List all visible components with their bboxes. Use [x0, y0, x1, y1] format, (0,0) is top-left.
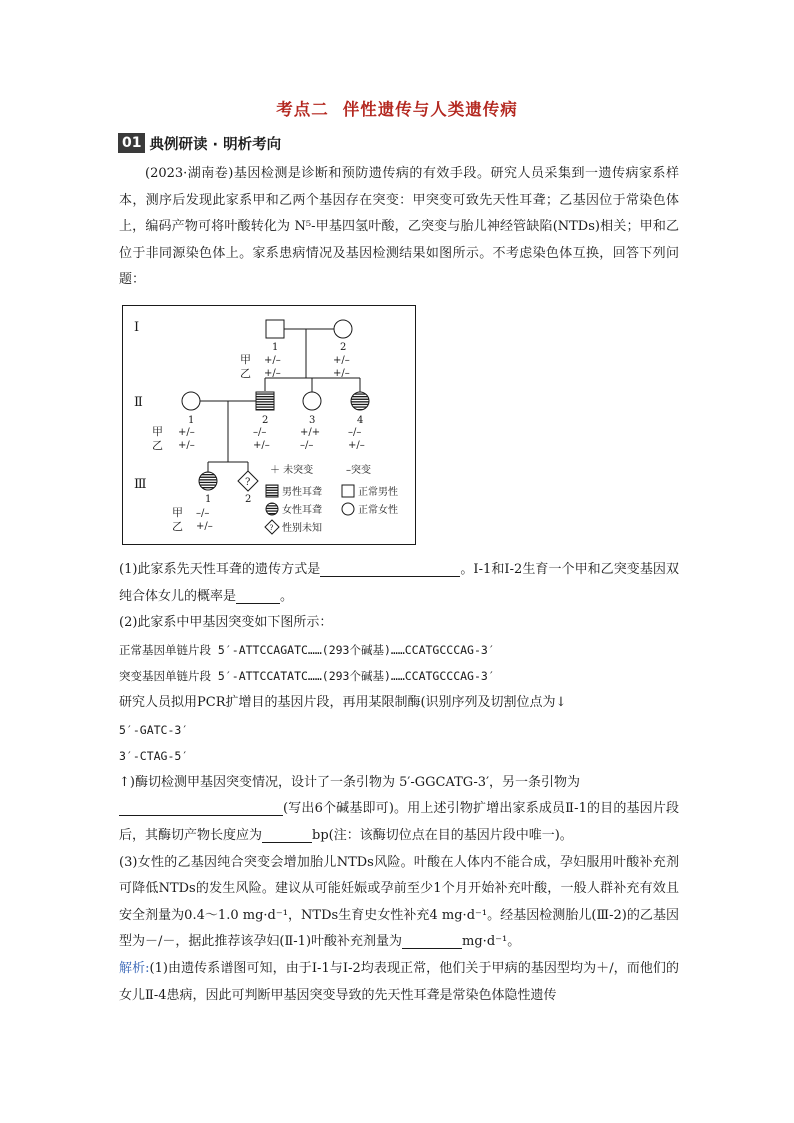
legend-female-normal: 正常女性 [358, 505, 398, 516]
genotype-i2-yi: +/– [333, 368, 350, 379]
answer-blank-5[interactable] [402, 931, 462, 949]
member-iii2-id: 2 [245, 494, 252, 505]
section-label: 典例研读 · 明析考向 [149, 136, 282, 153]
member-i1-normal-male [266, 320, 284, 338]
member-i2-id: 2 [340, 342, 347, 353]
restriction-site-bottom: 3′-CTAG-5′ [119, 749, 189, 764]
member-iii1-id: 1 [205, 494, 212, 505]
member-ii3-id: 3 [309, 415, 316, 426]
pedigree-legend [265, 463, 398, 534]
analysis-label: 解析: [119, 960, 150, 976]
genotype-ii2-yi: +/– [253, 440, 270, 451]
legend-male-normal: 正常男性 [358, 487, 398, 498]
answer-blank-3[interactable] [119, 798, 283, 816]
member-ii1-id: 1 [188, 415, 195, 426]
member-ii3-normal-female [303, 392, 321, 410]
answer-blank-4[interactable] [262, 825, 312, 843]
legend-female-normal-icon [342, 503, 354, 515]
legend-unknown-sex: 性别未知 [282, 523, 322, 534]
genotype-ii2-jia: –/– [253, 427, 267, 438]
genotype-ii3-jia: +/+ [300, 427, 321, 438]
question-2-head: (2)此家系中甲基因突变如下图所示： [119, 615, 333, 631]
row-label-yi-iii: 乙 [172, 520, 183, 533]
legend-plus: ＋ 未突变 [270, 465, 314, 476]
genotype-ii4-jia: –/– [348, 427, 362, 438]
mutant-gene-sequence: 突变基因单链片段 5′-ATTCCATATC……(293个碱基)……CCATGCCCAG-3′ [119, 669, 495, 684]
genotype-i1-jia: +/– [264, 355, 281, 366]
member-iii2-unknown-mark: ? [245, 477, 251, 488]
member-ii2-id: 2 [262, 415, 269, 426]
member-ii4-id: 4 [357, 415, 364, 426]
page-title [0, 96, 794, 120]
row-label-yi-ii: 乙 [152, 439, 163, 452]
question-2-answer: (写出6个碱基即可)。用上述引物扩增出家系成员Ⅱ-1的目的基因片段后，其酶切产物长度应为 bp(注：该酶切位点在目的基因片段中唯一)。 [119, 796, 679, 849]
member-ii1-normal-female [182, 392, 200, 410]
legend-unknown-mark: ? [269, 524, 274, 532]
member-ii2-affected-male [256, 392, 274, 410]
question-intro [119, 161, 679, 294]
generation-label-1: Ⅰ [134, 320, 140, 335]
section-header [118, 132, 281, 154]
title-topic-name: 伴性遗传与人类遗传病 [342, 100, 518, 119]
genotype-ii1-yi: +/– [178, 440, 195, 451]
analysis: 解析:(1)由遗传系谱图可知，由于Ⅰ-1与Ⅰ-2均表现正常，他们关于甲病的基因型均为＋/，而他们的女儿Ⅱ-4患病，因此可判断甲基因突变导致的先天性耳聋是常染色体隐性遗传 [119, 960, 679, 1003]
answer-blank-2[interactable] [236, 586, 280, 604]
pedigree-svg [122, 305, 416, 545]
legend-male-normal-icon [342, 485, 354, 497]
section-number-badge: 01 [118, 133, 145, 153]
question-3: (3)女性的乙基因纯合突变会增加胎儿NTDs风险。叶酸在人体内不能合成，孕妇服用叶酸补充剂可降低NTDs的发生风险。建议从可能妊娠或孕前至少1个月开始补充叶酸，一般人群补充有效且安全剂量为0.4～1.0 mg·d⁻¹，NTDs生育史女性补充4 mg·d⁻¹。经基因检测胎儿(Ⅲ-2)的乙基因型为－/－，据此推荐该孕妇(Ⅱ-1)叶酸补充剂量为 mg·d⁻¹。 [119, 854, 679, 950]
legend-male-affected: 男性耳聋 [282, 487, 322, 498]
genotype-i2-jia: +/– [333, 355, 350, 366]
row-label-jia-iii: 甲 [172, 506, 183, 519]
genotype-iii1-jia: –/– [196, 508, 210, 519]
genotype-ii1-jia: +/– [178, 427, 195, 438]
question-1: (1)此家系先天性耳聋的遗传方式是 。Ⅰ-1和Ⅰ-2生育一个甲和乙突变基因双纯合体女儿的概率是 。 [119, 557, 679, 610]
genotype-ii4-yi: +/– [348, 440, 365, 451]
restriction-site-top: 5′-GATC-3′ [119, 722, 189, 737]
member-i2-normal-female [334, 320, 352, 338]
legend-female-affected: 女性耳聋 [282, 505, 322, 516]
pedigree-diagram [122, 305, 416, 545]
row-label-jia-i: 甲 [240, 353, 251, 366]
intro-paragraph: (2023·湖南卷)基因检测是诊断和预防遗传病的有效手段。研究人员采集到一遗传病家系样本，测序后发现此家系甲和乙两个基因存在突变：甲突变可致先天性耳聋；乙基因位于常染色体上，编码产物可将叶酸转化为 N⁵-甲基四氢叶酸，乙突变与胎儿神经管缺陷(NTDs)相关；甲和乙位于非同源染色体上。家系患病情况及基因检测结果如图所示。不考虑染色体互换，回答下列问题： [119, 166, 679, 288]
question-2-primer: ↑)酶切检测甲基因突变情况，设计了一条引物为 5′-GGCATG-3′，另一条引物为 [119, 774, 581, 790]
genotype-iii1-yi: +/– [196, 521, 213, 532]
genotype-i1-yi: +/– [264, 368, 281, 379]
generation-label-2: Ⅱ [134, 395, 143, 410]
question-body [119, 557, 679, 1009]
answer-blank-1[interactable] [320, 559, 460, 577]
question-2-method: 研究人员拟用PCR扩增目的基因片段，再用某限制酶(识别序列及切割位点为↓ [119, 694, 567, 710]
legend-male-affected-icon [266, 485, 278, 497]
row-label-yi-i: 乙 [240, 367, 251, 380]
member-ii4-affected-female [351, 392, 369, 410]
legend-female-affected-icon [266, 503, 278, 515]
generation-label-3: Ⅲ [134, 477, 147, 492]
genotype-ii3-yi: –/– [300, 440, 314, 451]
title-topic-number: 考点二 [276, 100, 329, 119]
row-label-jia-ii: 甲 [152, 425, 163, 438]
legend-minus: –突变 [346, 465, 371, 476]
member-iii1-affected-female [199, 472, 217, 490]
normal-gene-sequence: 正常基因单链片段 5′-ATTCCAGATC……(293个碱基)……CCATGCCCAG-3′ [119, 642, 495, 657]
member-i1-id: 1 [272, 342, 279, 353]
